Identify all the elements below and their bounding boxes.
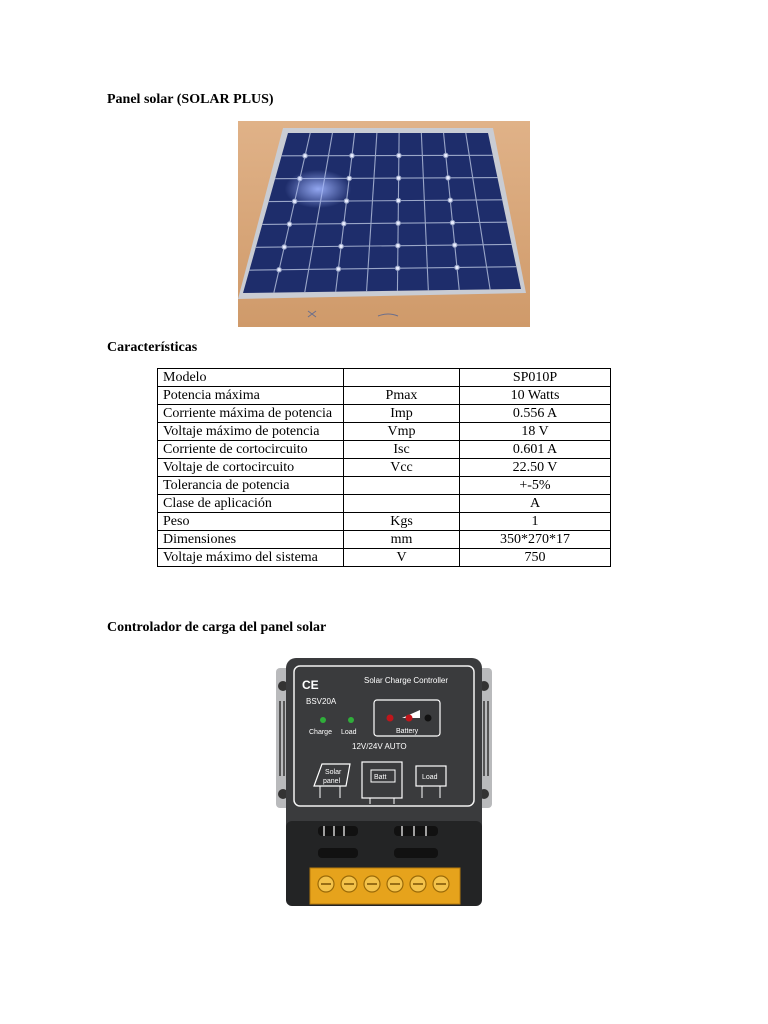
spec-name-cell: Clase de aplicación	[158, 495, 344, 513]
spec-value-cell: 22.50 V	[460, 459, 611, 477]
solar-panel-photo	[238, 121, 530, 327]
spec-name-cell: Dimensiones	[158, 531, 344, 549]
spec-name-cell: Tolerancia de potencia	[158, 477, 344, 495]
spec-unit-cell	[344, 477, 460, 495]
load-label: Load	[341, 729, 357, 736]
features-heading: Características	[107, 340, 198, 355]
controller-title: Solar Charge Controller	[364, 676, 449, 685]
solar-label: Solar	[325, 769, 342, 776]
panel-label: panel	[323, 778, 341, 785]
spec-unit-cell: V	[344, 549, 460, 567]
controller-model: BSV20A	[306, 697, 337, 706]
controller-heading: Controlador de carga del panel solar	[107, 620, 327, 635]
spec-unit-cell	[344, 495, 460, 513]
spec-name-cell: Voltaje máximo del sistema	[158, 549, 344, 567]
table-row	[158, 459, 611, 477]
batt-label: Batt	[374, 774, 387, 781]
panel-heading: Panel solar (SOLAR PLUS)	[107, 92, 274, 107]
spec-unit-cell: Pmax	[344, 387, 460, 405]
spec-unit-cell: Kgs	[344, 513, 460, 531]
table-row	[158, 423, 611, 441]
charge-controller-photo	[270, 656, 498, 910]
table-row	[158, 387, 611, 405]
spec-unit-cell	[344, 369, 460, 387]
table-row	[158, 477, 611, 495]
spec-value-cell: 750	[460, 549, 611, 567]
spec-name-cell: Corriente de cortocircuito	[158, 441, 344, 459]
spec-name-cell: Potencia máxima	[158, 387, 344, 405]
voltage-label: 12V/24V AUTO	[352, 742, 407, 751]
spec-value-cell: 350*270*17	[460, 531, 611, 549]
spec-value-cell: 10 Watts	[460, 387, 611, 405]
spec-unit-cell: mm	[344, 531, 460, 549]
table-row	[158, 495, 611, 513]
spec-unit-cell: Imp	[344, 405, 460, 423]
spec-value-cell: 18 V	[460, 423, 611, 441]
spec-name-cell: Voltaje máximo de potencia	[158, 423, 344, 441]
specifications-table	[157, 368, 611, 567]
spec-unit-cell: Isc	[344, 441, 460, 459]
load-box-label: Load	[422, 774, 438, 781]
spec-value-cell: 0.556 A	[460, 405, 611, 423]
spec-unit-cell: Vcc	[344, 459, 460, 477]
battery-label: Battery	[396, 728, 419, 735]
spec-name-cell: Peso	[158, 513, 344, 531]
table-row	[158, 405, 611, 423]
table-row	[158, 531, 611, 549]
table-row	[158, 441, 611, 459]
spec-unit-cell: Vmp	[344, 423, 460, 441]
table-row	[158, 513, 611, 531]
spec-value-cell: A	[460, 495, 611, 513]
ce-mark: CE	[302, 678, 319, 692]
spec-value-cell: 0.601 A	[460, 441, 611, 459]
charge-label: Charge	[309, 729, 332, 736]
table-row	[158, 549, 611, 567]
spec-value-cell: 1	[460, 513, 611, 531]
table-row	[158, 369, 611, 387]
spec-name-cell: Voltaje de cortocircuito	[158, 459, 344, 477]
spec-value-cell: SP010P	[460, 369, 611, 387]
spec-name-cell: Corriente máxima de potencia	[158, 405, 344, 423]
spec-name-cell: Modelo	[158, 369, 344, 387]
spec-value-cell: +-5%	[460, 477, 611, 495]
